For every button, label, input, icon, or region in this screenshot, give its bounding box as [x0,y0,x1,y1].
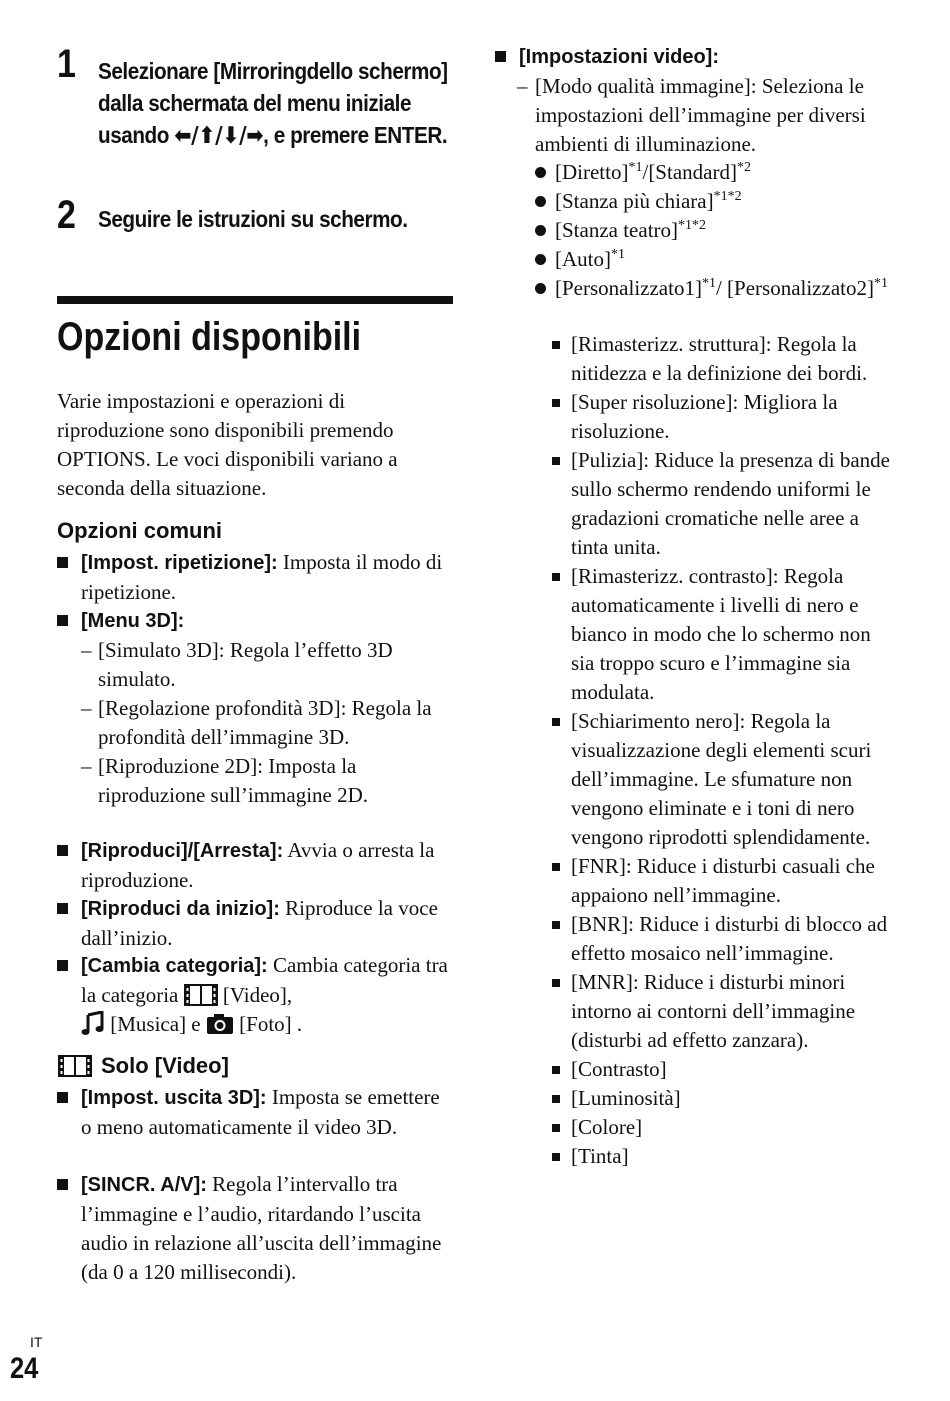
step-text-a: Selezionare [Mirroringdello schermo] dalla schermata del menu iniziale usando [98,58,448,148]
section-title: Opzioni disponibili [57,315,362,359]
setting-text: [Schiarimento nero]: Regola la visualizzazione degli elementi scuri dell’immagine. Le sfumature non vengono eliminate e i toni di nero vengono riprodotti splendidamente. [571,709,872,849]
mode-name: /[Standard] [642,160,737,184]
option-text: [Musica] e [105,1012,206,1036]
option-text: Regola l’intervallo tra l’immagine e l’audio, ritardando l’uscita audio in relazione all’uscita dell’immagine (da 0 a 120 millisecondi). [81,1172,442,1284]
picture-mode-item [535,274,895,303]
option-label: [Riproduci da inizio]: [81,898,280,920]
footnote-ref: *1*2 [713,189,742,204]
bullet-square [57,845,68,856]
footnote-ref: *1*2 [678,218,707,233]
option-text: Cambia categoria tra la categoria [81,953,448,1007]
setting-text: [Pulizia]: Riduce la presenza di bande sullo schermo rendendo uniformi le gradazioni cromatiche nelle aree a tinta unita. [571,448,890,559]
option-label: [Riproduci]/[Arresta]: [81,840,284,862]
setting-text: [Rimasterizz. contrasto]: Regola automaticamente i livelli di nero e bianco in modo che lo schermo non sia troppo scuro e l’immagine sia modulata. [571,564,871,704]
common-options-heading: Opzioni comuni [57,518,222,543]
option-label: [SINCR. A/V]: [81,1174,207,1196]
picture-mode-item [535,216,895,245]
setting-text: [MNR]: Riduce i disturbi minori intorno ai contorni dell’immagine (disturbi ad effetto zanzara). [571,970,856,1052]
option-text: [Video], [217,983,293,1007]
setting-text: [Rimasterizz. struttura]: Regola la nitidezza e la definizione dei bordi. [571,332,868,385]
bullet-square [57,615,68,626]
mode-name: [Auto] [555,247,611,271]
mode-name: [Personalizzato1] [555,276,702,300]
option-label: [Impostazioni video]: [519,46,719,68]
option-impost-ripetizione [57,548,453,607]
mode-text: [Modo qualità immagine]: Seleziona le impostazioni dell’immagine per diversi ambienti di illuminazione. [535,74,866,156]
bullet-square [57,1092,68,1103]
video-category-icon [184,984,218,1006]
option-text: Riproduce la voce dall’inizio. [81,896,438,950]
picture-mode-item [535,245,895,274]
mode-name: [Diretto] [555,160,629,184]
picture-setting-item [552,1113,892,1142]
footnote-ref: *2 [736,160,751,175]
option-label: [Impost. uscita 3D]: [81,1087,267,1109]
option-text: Avvia o arresta la riproduzione. [81,838,435,892]
step-2 [57,193,518,237]
option-label: [Impost. ripetizione]: [81,552,278,574]
option-menu-3d [57,606,453,810]
footnote-ref: *1 [628,160,643,175]
picture-mode-item [535,187,895,216]
picture-setting-item [552,1084,892,1113]
option-text: Imposta se emettere o meno automaticamente il video 3D. [81,1085,440,1139]
mode-name: [Stanza più chiara] [555,189,714,213]
photo-category-icon [206,1013,234,1035]
option-text: Imposta il modo di ripetizione. [81,550,443,604]
step-text: Seguire le istruzioni su schermo. [98,206,408,232]
picture-setting-item [552,1055,892,1084]
picture-setting-item [552,1142,892,1171]
step-text [98,55,476,152]
music-category-icon [81,1011,105,1035]
arrow-keys-icon: ⬅/⬆/⬇/➡ [174,123,264,149]
picture-setting-item [552,330,892,388]
option-riproduci-da-inizio [57,894,453,953]
option-impost-uscita-3d [57,1083,453,1142]
option-label: [Cambia categoria]: [81,955,268,977]
mode-description: – [Modo qualità immagine]: Seleziona le impostazioni dell’immagine per diversi ambienti di illuminazione. [517,74,866,156]
footnote-ref: *1 [611,247,625,262]
menu3d-subitem: – [Riproduzione 2D]: Imposta la riproduzione sull’immagine 2D. [81,754,369,807]
setting-text: [Super risoluzione]: Migliora la risoluzione. [571,390,838,443]
option-impostazioni-video [495,42,895,159]
option-label: [Menu 3D]: [81,610,185,632]
picture-setting-item [552,852,892,910]
setting-text: [Tinta] [571,1144,629,1168]
bullet-square [57,557,68,568]
video-only-heading [57,1052,229,1080]
step-1 [57,42,518,152]
setting-text: [BNR]: Riduce i disturbi di blocco ad effetto mosaico nell’immagine. [571,912,888,965]
option-text: [Foto] . [233,1012,303,1036]
step-number: 2 [57,193,76,237]
heading-text: Solo [Video] [101,1053,229,1078]
picture-setting-item [552,910,892,968]
setting-text: [FNR]: Riduce i disturbi casuali che appaiono nell’immagine. [571,854,875,907]
menu3d-subitem: – [Regolazione profondità 3D]: Regola la profondità dell’immagine 3D. [81,696,432,749]
picture-mode-item [535,158,895,187]
bullet-square [57,960,68,971]
subitem-text: [Simulato 3D]: Regola l’effetto 3D simulato. [98,638,393,691]
picture-setting-item [552,446,892,562]
picture-setting-item [552,388,892,446]
language-code: IT [30,1334,43,1350]
setting-text: [Luminosità] [571,1086,681,1110]
bullet-square [495,51,506,62]
step-number: 1 [57,42,76,86]
picture-mode-list [535,158,895,303]
picture-setting-item [552,707,892,852]
subitem-text: [Regolazione profondità 3D]: Regola la profondità dell’immagine 3D. [98,696,432,749]
mode-name: / [Personalizzato2] [715,276,874,300]
page-number: 24 [10,1352,39,1385]
step-text-b: , e premere ENTER. [263,122,448,148]
intro-paragraph: Varie impostazioni e operazioni di riproduzione sono disponibili premendo OPTIONS. Le voci disponibili variano a seconda della situazione. [57,389,398,500]
option-cambia-categoria [57,951,453,1039]
option-sincr-av [57,1170,453,1287]
subitem-text: [Riproduzione 2D]: Imposta la riproduzione sull’immagine 2D. [98,754,369,807]
picture-settings-list [552,330,892,1171]
menu3d-subitem: – [Simulato 3D]: Regola l’effetto 3D simulato. [81,638,393,691]
footnote-ref: *1 [701,276,716,291]
option-riproduci-arresta [57,836,453,895]
picture-setting-item [552,968,892,1055]
setting-text: [Contrasto] [571,1057,667,1081]
footnote-ref: *1 [873,276,888,291]
picture-setting-item [552,562,892,707]
video-category-icon [57,1055,93,1077]
mode-name: [Stanza teatro] [555,218,679,242]
setting-text: [Colore] [571,1115,643,1139]
bullet-square [57,903,68,914]
bullet-square [57,1179,68,1190]
section-rule [57,296,453,304]
